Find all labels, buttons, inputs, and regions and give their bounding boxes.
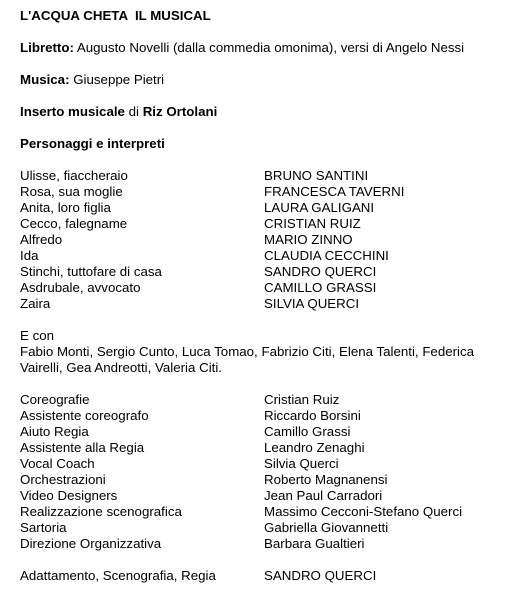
crew-row <box>20 424 515 440</box>
cast-role: Alfredo <box>20 232 63 247</box>
final-credit-person: SANDRO QUERCI <box>264 568 377 583</box>
crew-row <box>20 520 515 536</box>
cast-row <box>20 264 515 280</box>
cast-actor: FRANCESCA TAVERNI <box>264 184 405 199</box>
cast-role: Stinchi, tuttofare di casa <box>20 264 162 279</box>
cast-actor: MARIO ZINNO <box>264 232 353 247</box>
inserto-label: Inserto musicale <box>20 104 125 119</box>
cast-list <box>20 168 515 312</box>
cast-role: Rosa, sua moglie <box>20 184 123 199</box>
crew-person: Leandro Zenaghi <box>264 440 365 455</box>
crew-row <box>20 488 515 504</box>
crew-person: Barbara Gualtieri <box>264 536 365 551</box>
crew-role: Aiuto Regia <box>20 424 89 439</box>
final-credit-role: Adattamento, Scenografia, Regia <box>20 568 216 583</box>
cast-row <box>20 280 515 296</box>
crew-row <box>20 456 515 472</box>
crew-role: Vocal Coach <box>20 456 95 471</box>
cast-row <box>20 216 515 232</box>
musica-line <box>20 72 515 88</box>
econ-names: Fabio Monti, Sergio Cunto, Luca Tomao, Fabrizio Citi, Elena Talenti, Federica Vairelli, Gea Andreotti, Valeria Citi. <box>20 344 475 375</box>
crew-row <box>20 440 515 456</box>
final-credit-row <box>20 568 515 584</box>
document-title: L'ACQUA CHETA IL MUSICAL <box>20 8 211 23</box>
cast-role: Cecco, falegname <box>20 216 128 231</box>
crew-person: Riccardo Borsini <box>264 408 361 423</box>
crew-row <box>20 504 515 520</box>
crew-row <box>20 408 515 424</box>
cast-role: Asdrubale, avvocato <box>20 280 141 295</box>
crew-role: Video Designers <box>20 488 118 503</box>
crew-person: Jean Paul Carradori <box>264 488 383 503</box>
libretto-text: Augusto Novelli (dalla commedia omonima), versi di Angelo Nessi <box>73 40 465 55</box>
crew-role: Assistente coreografo <box>20 408 149 423</box>
cast-actor: SILVIA QUERCI <box>264 296 360 311</box>
cast-heading: Personaggi e interpreti <box>20 136 165 151</box>
crew-person: Roberto Magnanensi <box>264 472 388 487</box>
inserto-middle: di <box>124 104 143 119</box>
crew-row <box>20 472 515 488</box>
cast-actor: CRISTIAN RUIZ <box>264 216 361 231</box>
cast-role: Ulisse, fiaccheraio <box>20 168 128 183</box>
libretto-label: Libretto: <box>20 40 74 55</box>
cast-row <box>20 232 515 248</box>
libretto-line <box>20 40 515 56</box>
document-page <box>20 8 515 584</box>
cast-actor: BRUNO SANTINI <box>264 168 369 183</box>
crew-person: Camillo Grassi <box>264 424 351 439</box>
crew-role: Assistente alla Regia <box>20 440 145 455</box>
crew-person: Silvia Querci <box>264 456 339 471</box>
crew-role: Realizzazione scenografica <box>20 504 182 519</box>
crew-person: Gabriella Giovannetti <box>264 520 389 535</box>
inserto-line <box>20 104 515 120</box>
crew-role: Orchestrazioni <box>20 472 106 487</box>
crew-row <box>20 392 515 408</box>
crew-person: Massimo Cecconi-Stefano Querci <box>264 504 463 519</box>
cast-actor: SANDRO QUERCI <box>264 264 377 279</box>
cast-row <box>20 168 515 184</box>
cast-row <box>20 184 515 200</box>
cast-row <box>20 248 515 264</box>
crew-person: Cristian Ruiz <box>264 392 340 407</box>
musica-text: Giuseppe Pietri <box>69 72 165 87</box>
crew-list <box>20 392 515 552</box>
cast-row <box>20 200 515 216</box>
crew-role: Direzione Organizzativa <box>20 536 162 551</box>
crew-role: Coreografie <box>20 392 90 407</box>
inserto-name: Riz Ortolani <box>142 104 218 119</box>
crew-row <box>20 536 515 552</box>
cast-actor: CLAUDIA CECCHINI <box>264 248 389 263</box>
econ-label: E con <box>20 328 55 343</box>
cast-row <box>20 296 515 312</box>
crew-role: Sartoria <box>20 520 67 535</box>
cast-actor: LAURA GALIGANI <box>264 200 375 215</box>
cast-actor: CAMILLO GRASSI <box>264 280 377 295</box>
cast-role: Zaira <box>20 296 51 311</box>
cast-role: Ida <box>20 248 39 263</box>
musica-label: Musica: <box>20 72 70 87</box>
cast-role: Anita, loro figlia <box>20 200 111 215</box>
